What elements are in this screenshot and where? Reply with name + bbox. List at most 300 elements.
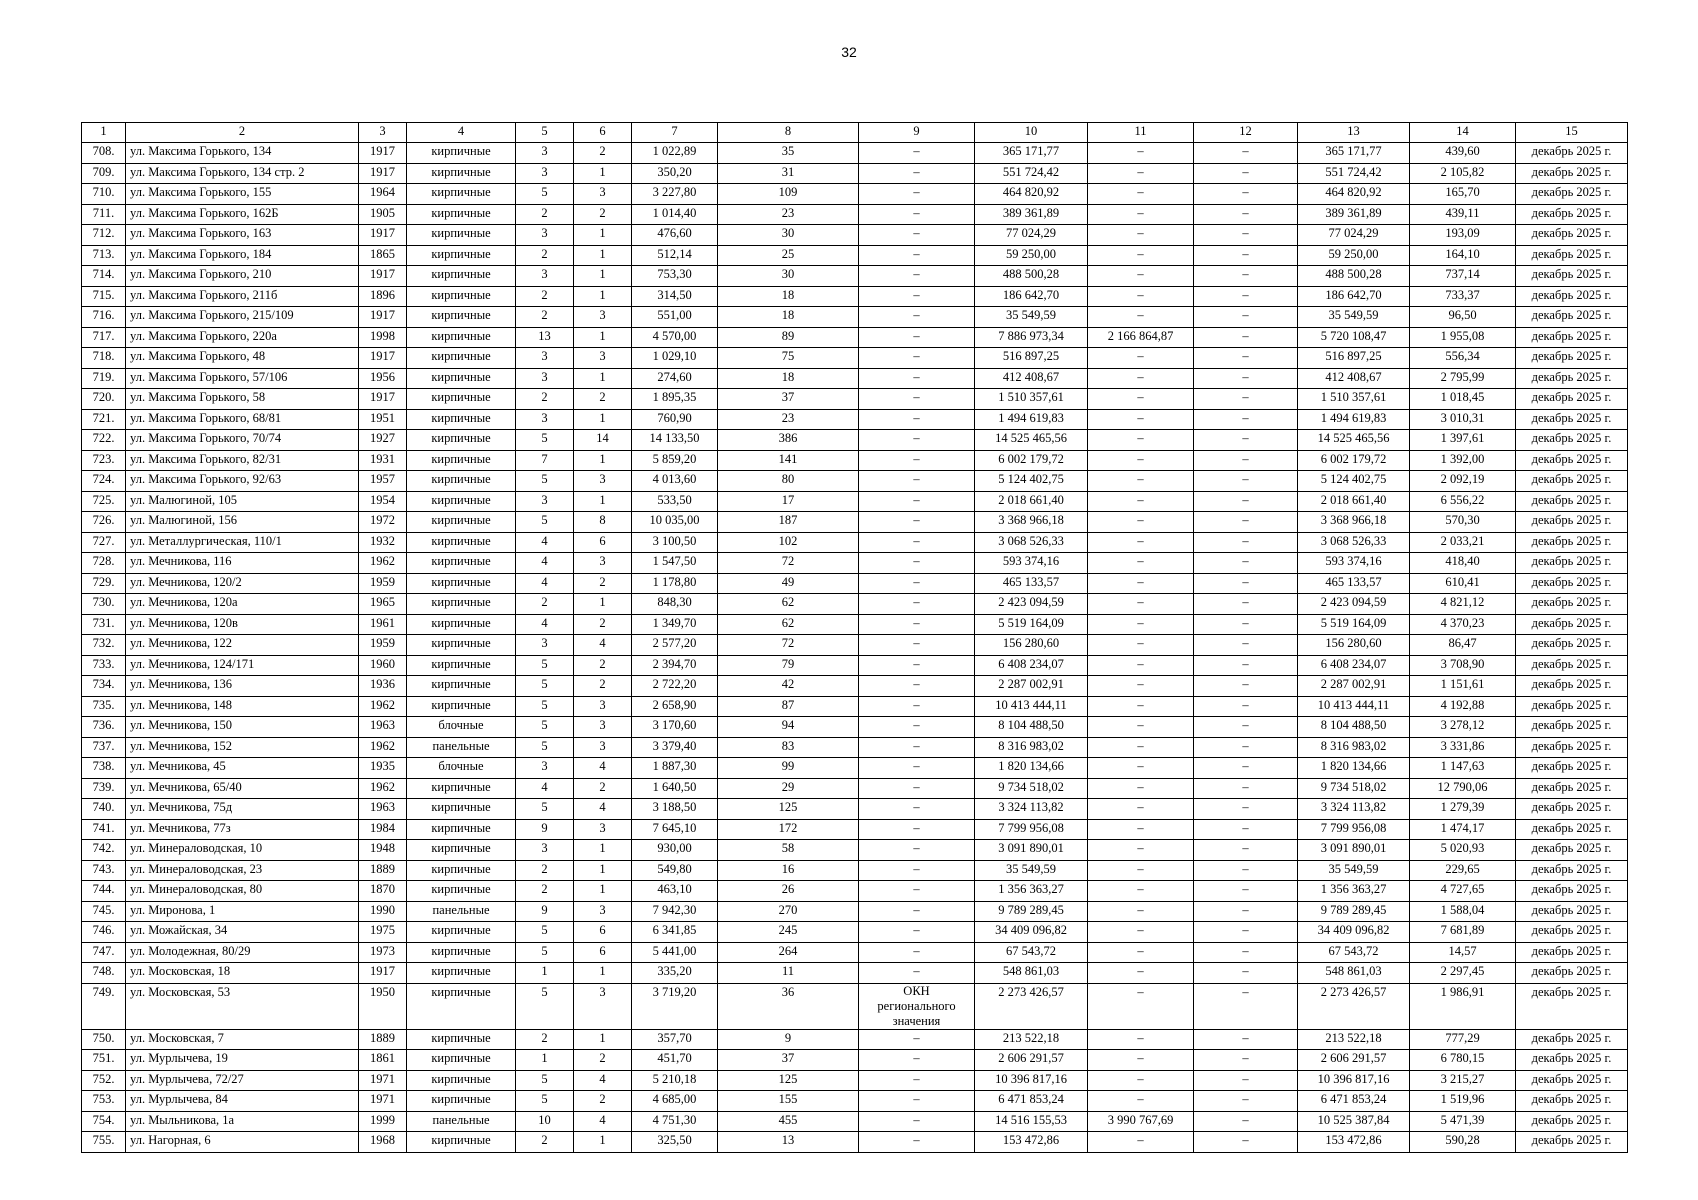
cost-per-unit-cell: 12 790,06: [1410, 778, 1516, 799]
table-row: [82, 799, 1628, 820]
wall-material-cell: кирпичные: [407, 532, 516, 553]
total-cost-cell: 465 133,57: [975, 573, 1088, 594]
entrances-cell: 2: [574, 143, 632, 164]
year-built-cell: 1870: [359, 881, 407, 902]
address-cell: ул. Металлургическая, 110/1: [126, 532, 359, 553]
col-12-cell: –: [1194, 635, 1298, 656]
cost-per-unit-cell: 7 681,89: [1410, 922, 1516, 943]
cost-per-unit-cell: 439,11: [1410, 204, 1516, 225]
residents-cell: 18: [718, 368, 859, 389]
heritage-status-cell: –: [859, 163, 975, 184]
row-number-cell: 716.: [82, 307, 126, 328]
table-row: [82, 163, 1628, 184]
col-11-cell: –: [1088, 901, 1194, 922]
area-cell: 4 685,00: [632, 1091, 718, 1112]
heritage-status-cell: –: [859, 491, 975, 512]
entrances-cell: 3: [574, 553, 632, 574]
total-cost-cell: 2 423 094,59: [975, 594, 1088, 615]
wall-material-cell: кирпичные: [407, 409, 516, 430]
col-13-cell: 365 171,77: [1298, 143, 1410, 164]
col-11-cell: –: [1088, 163, 1194, 184]
area-cell: 3 227,80: [632, 184, 718, 205]
cost-per-unit-cell: 5 471,39: [1410, 1111, 1516, 1132]
cost-per-unit-cell: 1 279,39: [1410, 799, 1516, 820]
area-cell: 7 942,30: [632, 901, 718, 922]
cost-per-unit-cell: 2 033,21: [1410, 532, 1516, 553]
row-number-cell: 742.: [82, 840, 126, 861]
entrances-cell: 2: [574, 1050, 632, 1071]
area-cell: 274,60: [632, 368, 718, 389]
col-12-cell: –: [1194, 204, 1298, 225]
cost-per-unit-cell: 570,30: [1410, 512, 1516, 533]
col-13-cell: 10 413 444,11: [1298, 696, 1410, 717]
wall-material-cell: кирпичные: [407, 819, 516, 840]
cost-per-unit-cell: 96,50: [1410, 307, 1516, 328]
deadline-cell: декабрь 2025 г.: [1516, 450, 1628, 471]
floors-cell: 9: [516, 819, 574, 840]
col-12-cell: –: [1194, 430, 1298, 451]
table-row: [82, 1111, 1628, 1132]
floors-cell: 5: [516, 922, 574, 943]
address-cell: ул. Малюгиной, 105: [126, 491, 359, 512]
residents-cell: 125: [718, 1070, 859, 1091]
col-11-cell: –: [1088, 266, 1194, 287]
area-cell: 476,60: [632, 225, 718, 246]
row-number-cell: 727.: [82, 532, 126, 553]
year-built-cell: 1990: [359, 901, 407, 922]
heritage-status-cell: –: [859, 204, 975, 225]
col-12-cell: –: [1194, 573, 1298, 594]
total-cost-cell: 35 549,59: [975, 860, 1088, 881]
floors-cell: 5: [516, 942, 574, 963]
year-built-cell: 1905: [359, 204, 407, 225]
address-cell: ул. Мыльникова, 1а: [126, 1111, 359, 1132]
table-row: [82, 204, 1628, 225]
address-cell: ул. Московская, 53: [126, 983, 359, 1029]
residents-cell: 42: [718, 676, 859, 697]
entrances-cell: 2: [574, 778, 632, 799]
residents-cell: 172: [718, 819, 859, 840]
entrances-cell: 1: [574, 368, 632, 389]
floors-cell: 3: [516, 409, 574, 430]
year-built-cell: 1889: [359, 1029, 407, 1050]
residents-cell: 125: [718, 799, 859, 820]
heritage-status-cell: –: [859, 368, 975, 389]
row-number-cell: 754.: [82, 1111, 126, 1132]
entrances-cell: 4: [574, 1070, 632, 1091]
col-13-cell: 2 287 002,91: [1298, 676, 1410, 697]
col-12-cell: –: [1194, 778, 1298, 799]
col-11-cell: –: [1088, 450, 1194, 471]
table-row: [82, 348, 1628, 369]
residents-cell: 18: [718, 307, 859, 328]
col-13-cell: 6 002 179,72: [1298, 450, 1410, 471]
col-11-cell: –: [1088, 512, 1194, 533]
area-cell: 848,30: [632, 594, 718, 615]
area-cell: 357,70: [632, 1029, 718, 1050]
residents-cell: 37: [718, 1050, 859, 1071]
entrances-cell: 3: [574, 696, 632, 717]
floors-cell: 5: [516, 655, 574, 676]
table-row: [82, 1029, 1628, 1050]
column-header: 9: [859, 123, 975, 143]
row-number-cell: 755.: [82, 1132, 126, 1153]
col-13-cell: 2 423 094,59: [1298, 594, 1410, 615]
total-cost-cell: 9 734 518,02: [975, 778, 1088, 799]
total-cost-cell: 548 861,03: [975, 963, 1088, 984]
residents-cell: 155: [718, 1091, 859, 1112]
heritage-status-cell: –: [859, 881, 975, 902]
col-11-cell: –: [1088, 348, 1194, 369]
total-cost-cell: 8 316 983,02: [975, 737, 1088, 758]
residents-cell: 264: [718, 942, 859, 963]
wall-material-cell: кирпичные: [407, 573, 516, 594]
address-cell: ул. Мечникова, 120/2: [126, 573, 359, 594]
entrances-cell: 4: [574, 799, 632, 820]
cost-per-unit-cell: 2 092,19: [1410, 471, 1516, 492]
table-row: [82, 819, 1628, 840]
residents-cell: 31: [718, 163, 859, 184]
col-11-cell: –: [1088, 491, 1194, 512]
heritage-status-cell: –: [859, 430, 975, 451]
total-cost-cell: 67 543,72: [975, 942, 1088, 963]
table-row: [82, 409, 1628, 430]
col-12-cell: –: [1194, 840, 1298, 861]
floors-cell: 2: [516, 1029, 574, 1050]
year-built-cell: 1917: [359, 266, 407, 287]
wall-material-cell: кирпичные: [407, 471, 516, 492]
year-built-cell: 1998: [359, 327, 407, 348]
floors-cell: 10: [516, 1111, 574, 1132]
area-cell: 512,14: [632, 245, 718, 266]
table-row: [82, 225, 1628, 246]
floors-cell: 4: [516, 614, 574, 635]
floors-cell: 9: [516, 901, 574, 922]
row-number-cell: 751.: [82, 1050, 126, 1071]
col-12-cell: –: [1194, 942, 1298, 963]
col-11-cell: –: [1088, 286, 1194, 307]
entrances-cell: 6: [574, 942, 632, 963]
col-13-cell: 3 368 966,18: [1298, 512, 1410, 533]
row-number-cell: 740.: [82, 799, 126, 820]
cost-per-unit-cell: 86,47: [1410, 635, 1516, 656]
col-13-cell: 5 124 402,75: [1298, 471, 1410, 492]
deadline-cell: декабрь 2025 г.: [1516, 348, 1628, 369]
deadline-cell: декабрь 2025 г.: [1516, 184, 1628, 205]
col-13-cell: 593 374,16: [1298, 553, 1410, 574]
heritage-status-cell: –: [859, 717, 975, 738]
row-number-cell: 747.: [82, 942, 126, 963]
col-11-cell: –: [1088, 676, 1194, 697]
address-cell: ул. Миронова, 1: [126, 901, 359, 922]
year-built-cell: 1950: [359, 983, 407, 1029]
floors-cell: 4: [516, 553, 574, 574]
deadline-cell: декабрь 2025 г.: [1516, 163, 1628, 184]
area-cell: 549,80: [632, 860, 718, 881]
col-12-cell: –: [1194, 286, 1298, 307]
wall-material-cell: кирпичные: [407, 799, 516, 820]
column-header: 6: [574, 123, 632, 143]
wall-material-cell: кирпичные: [407, 225, 516, 246]
total-cost-cell: 593 374,16: [975, 553, 1088, 574]
total-cost-cell: 9 789 289,45: [975, 901, 1088, 922]
wall-material-cell: кирпичные: [407, 348, 516, 369]
area-cell: 2 658,90: [632, 696, 718, 717]
floors-cell: 3: [516, 635, 574, 656]
residents-cell: 386: [718, 430, 859, 451]
cost-per-unit-cell: 2 795,99: [1410, 368, 1516, 389]
cost-per-unit-cell: 3 708,90: [1410, 655, 1516, 676]
floors-cell: 2: [516, 389, 574, 410]
table-row: [82, 655, 1628, 676]
wall-material-cell: кирпичные: [407, 327, 516, 348]
year-built-cell: 1932: [359, 532, 407, 553]
year-built-cell: 1896: [359, 286, 407, 307]
year-built-cell: 1960: [359, 655, 407, 676]
entrances-cell: 6: [574, 922, 632, 943]
wall-material-cell: кирпичные: [407, 1029, 516, 1050]
residents-cell: 13: [718, 1132, 859, 1153]
year-built-cell: 1917: [359, 163, 407, 184]
year-built-cell: 1962: [359, 737, 407, 758]
col-13-cell: 1 510 357,61: [1298, 389, 1410, 410]
total-cost-cell: 389 361,89: [975, 204, 1088, 225]
address-cell: ул. Мечникова, 65/40: [126, 778, 359, 799]
col-11-cell: –: [1088, 245, 1194, 266]
total-cost-cell: 2 273 426,57: [975, 983, 1088, 1029]
table-row: [82, 512, 1628, 533]
col-12-cell: –: [1194, 860, 1298, 881]
cost-per-unit-cell: 2 297,45: [1410, 963, 1516, 984]
table-row: [82, 1091, 1628, 1112]
cost-per-unit-cell: 164,10: [1410, 245, 1516, 266]
col-13-cell: 59 250,00: [1298, 245, 1410, 266]
deadline-cell: декабрь 2025 г.: [1516, 266, 1628, 287]
area-cell: 3 379,40: [632, 737, 718, 758]
heritage-status-cell: –: [859, 696, 975, 717]
address-cell: ул. Мечникова, 45: [126, 758, 359, 779]
floors-cell: 1: [516, 1050, 574, 1071]
heritage-status-cell: –: [859, 348, 975, 369]
year-built-cell: 1973: [359, 942, 407, 963]
heritage-status-cell: –: [859, 737, 975, 758]
entrances-cell: 2: [574, 389, 632, 410]
row-number-cell: 732.: [82, 635, 126, 656]
table-row: [82, 286, 1628, 307]
col-13-cell: 516 897,25: [1298, 348, 1410, 369]
col-11-cell: –: [1088, 860, 1194, 881]
heritage-status-cell: –: [859, 409, 975, 430]
address-cell: ул. Мечникова, 120а: [126, 594, 359, 615]
heritage-status-cell: –: [859, 840, 975, 861]
residents-cell: 270: [718, 901, 859, 922]
address-cell: ул. Молодежная, 80/29: [126, 942, 359, 963]
entrances-cell: 2: [574, 204, 632, 225]
heritage-status-cell: –: [859, 225, 975, 246]
residents-cell: 49: [718, 573, 859, 594]
deadline-cell: декабрь 2025 г.: [1516, 225, 1628, 246]
wall-material-cell: кирпичные: [407, 778, 516, 799]
col-13-cell: 389 361,89: [1298, 204, 1410, 225]
col-11-cell: –: [1088, 922, 1194, 943]
deadline-cell: декабрь 2025 г.: [1516, 573, 1628, 594]
col-11-cell: –: [1088, 737, 1194, 758]
deadline-cell: декабрь 2025 г.: [1516, 1111, 1628, 1132]
floors-cell: 13: [516, 327, 574, 348]
col-12-cell: –: [1194, 553, 1298, 574]
address-cell: ул. Мечникова, 152: [126, 737, 359, 758]
deadline-cell: декабрь 2025 г.: [1516, 942, 1628, 963]
total-cost-cell: 3 091 890,01: [975, 840, 1088, 861]
residents-cell: 62: [718, 614, 859, 635]
entrances-cell: 3: [574, 717, 632, 738]
cost-per-unit-cell: 733,37: [1410, 286, 1516, 307]
row-number-cell: 734.: [82, 676, 126, 697]
row-number-cell: 741.: [82, 819, 126, 840]
total-cost-cell: 7 886 973,34: [975, 327, 1088, 348]
table-row: [82, 573, 1628, 594]
col-12-cell: –: [1194, 655, 1298, 676]
year-built-cell: 1948: [359, 840, 407, 861]
residents-cell: 80: [718, 471, 859, 492]
col-13-cell: 35 549,59: [1298, 860, 1410, 881]
col-12-cell: –: [1194, 532, 1298, 553]
col-11-cell: –: [1088, 143, 1194, 164]
deadline-cell: декабрь 2025 г.: [1516, 389, 1628, 410]
address-cell: ул. Максима Горького, 215/109: [126, 307, 359, 328]
wall-material-cell: блочные: [407, 717, 516, 738]
floors-cell: 2: [516, 245, 574, 266]
floors-cell: 3: [516, 266, 574, 287]
deadline-cell: декабрь 2025 г.: [1516, 819, 1628, 840]
table-row: [82, 778, 1628, 799]
col-11-cell: –: [1088, 1091, 1194, 1112]
residents-cell: 102: [718, 532, 859, 553]
wall-material-cell: кирпичные: [407, 307, 516, 328]
year-built-cell: 1959: [359, 573, 407, 594]
address-cell: ул. Максима Горького, 92/63: [126, 471, 359, 492]
wall-material-cell: кирпичные: [407, 963, 516, 984]
cost-per-unit-cell: 3 278,12: [1410, 717, 1516, 738]
total-cost-cell: 77 024,29: [975, 225, 1088, 246]
col-13-cell: 488 500,28: [1298, 266, 1410, 287]
col-13-cell: 5 720 108,47: [1298, 327, 1410, 348]
column-header: 1: [82, 123, 126, 143]
entrances-cell: 3: [574, 983, 632, 1029]
table-row: [82, 758, 1628, 779]
col-12-cell: –: [1194, 676, 1298, 697]
area-cell: 10 035,00: [632, 512, 718, 533]
heritage-status-cell: –: [859, 286, 975, 307]
col-12-cell: –: [1194, 266, 1298, 287]
column-header: 7: [632, 123, 718, 143]
address-cell: ул. Нагорная, 6: [126, 1132, 359, 1153]
col-13-cell: 3 324 113,82: [1298, 799, 1410, 820]
entrances-cell: 1: [574, 1029, 632, 1050]
total-cost-cell: 412 408,67: [975, 368, 1088, 389]
table-row: [82, 635, 1628, 656]
col-12-cell: –: [1194, 1091, 1298, 1112]
year-built-cell: 1968: [359, 1132, 407, 1153]
area-cell: 5 441,00: [632, 942, 718, 963]
floors-cell: 3: [516, 758, 574, 779]
residents-cell: 87: [718, 696, 859, 717]
cost-per-unit-cell: 1 397,61: [1410, 430, 1516, 451]
deadline-cell: декабрь 2025 г.: [1516, 1050, 1628, 1071]
col-11-cell: –: [1088, 1070, 1194, 1091]
deadline-cell: декабрь 2025 г.: [1516, 778, 1628, 799]
year-built-cell: 1971: [359, 1091, 407, 1112]
cost-per-unit-cell: 4 727,65: [1410, 881, 1516, 902]
area-cell: 325,50: [632, 1132, 718, 1153]
row-number-cell: 712.: [82, 225, 126, 246]
column-header: 3: [359, 123, 407, 143]
row-number-cell: 738.: [82, 758, 126, 779]
address-cell: ул. Максима Горького, 162Б: [126, 204, 359, 225]
address-cell: ул. Московская, 18: [126, 963, 359, 984]
col-12-cell: –: [1194, 983, 1298, 1029]
area-cell: 1 014,40: [632, 204, 718, 225]
floors-cell: 4: [516, 532, 574, 553]
col-11-cell: –: [1088, 717, 1194, 738]
entrances-cell: 3: [574, 307, 632, 328]
cost-per-unit-cell: 737,14: [1410, 266, 1516, 287]
row-number-cell: 746.: [82, 922, 126, 943]
entrances-cell: 1: [574, 450, 632, 471]
column-header: 13: [1298, 123, 1410, 143]
col-13-cell: 7 799 956,08: [1298, 819, 1410, 840]
column-header: 11: [1088, 123, 1194, 143]
area-cell: 1 887,30: [632, 758, 718, 779]
wall-material-cell: панельные: [407, 737, 516, 758]
area-cell: 533,50: [632, 491, 718, 512]
floors-cell: 3: [516, 225, 574, 246]
area-cell: 335,20: [632, 963, 718, 984]
floors-cell: 1: [516, 963, 574, 984]
total-cost-cell: 1 820 134,66: [975, 758, 1088, 779]
area-cell: 1 029,10: [632, 348, 718, 369]
entrances-cell: 1: [574, 860, 632, 881]
wall-material-cell: кирпичные: [407, 512, 516, 533]
deadline-cell: декабрь 2025 г.: [1516, 430, 1628, 451]
heritage-status-cell: –: [859, 635, 975, 656]
address-cell: ул. Максима Горького, 155: [126, 184, 359, 205]
column-header: 12: [1194, 123, 1298, 143]
heritage-status-cell: –: [859, 614, 975, 635]
total-cost-cell: 464 820,92: [975, 184, 1088, 205]
area-cell: 1 640,50: [632, 778, 718, 799]
floors-cell: 5: [516, 799, 574, 820]
col-13-cell: 14 525 465,56: [1298, 430, 1410, 451]
floors-cell: 5: [516, 983, 574, 1029]
floors-cell: 5: [516, 1091, 574, 1112]
residents-cell: 99: [718, 758, 859, 779]
area-cell: 760,90: [632, 409, 718, 430]
column-header: 8: [718, 123, 859, 143]
entrances-cell: 2: [574, 676, 632, 697]
cost-per-unit-cell: 4 821,12: [1410, 594, 1516, 615]
entrances-cell: 2: [574, 1091, 632, 1112]
col-13-cell: 548 861,03: [1298, 963, 1410, 984]
floors-cell: 7: [516, 450, 574, 471]
address-cell: ул. Мурлычева, 19: [126, 1050, 359, 1071]
table-row: [82, 266, 1628, 287]
heritage-status-cell: –: [859, 778, 975, 799]
entrances-cell: 4: [574, 758, 632, 779]
col-13-cell: 186 642,70: [1298, 286, 1410, 307]
total-cost-cell: 59 250,00: [975, 245, 1088, 266]
address-cell: ул. Мечникова, 122: [126, 635, 359, 656]
